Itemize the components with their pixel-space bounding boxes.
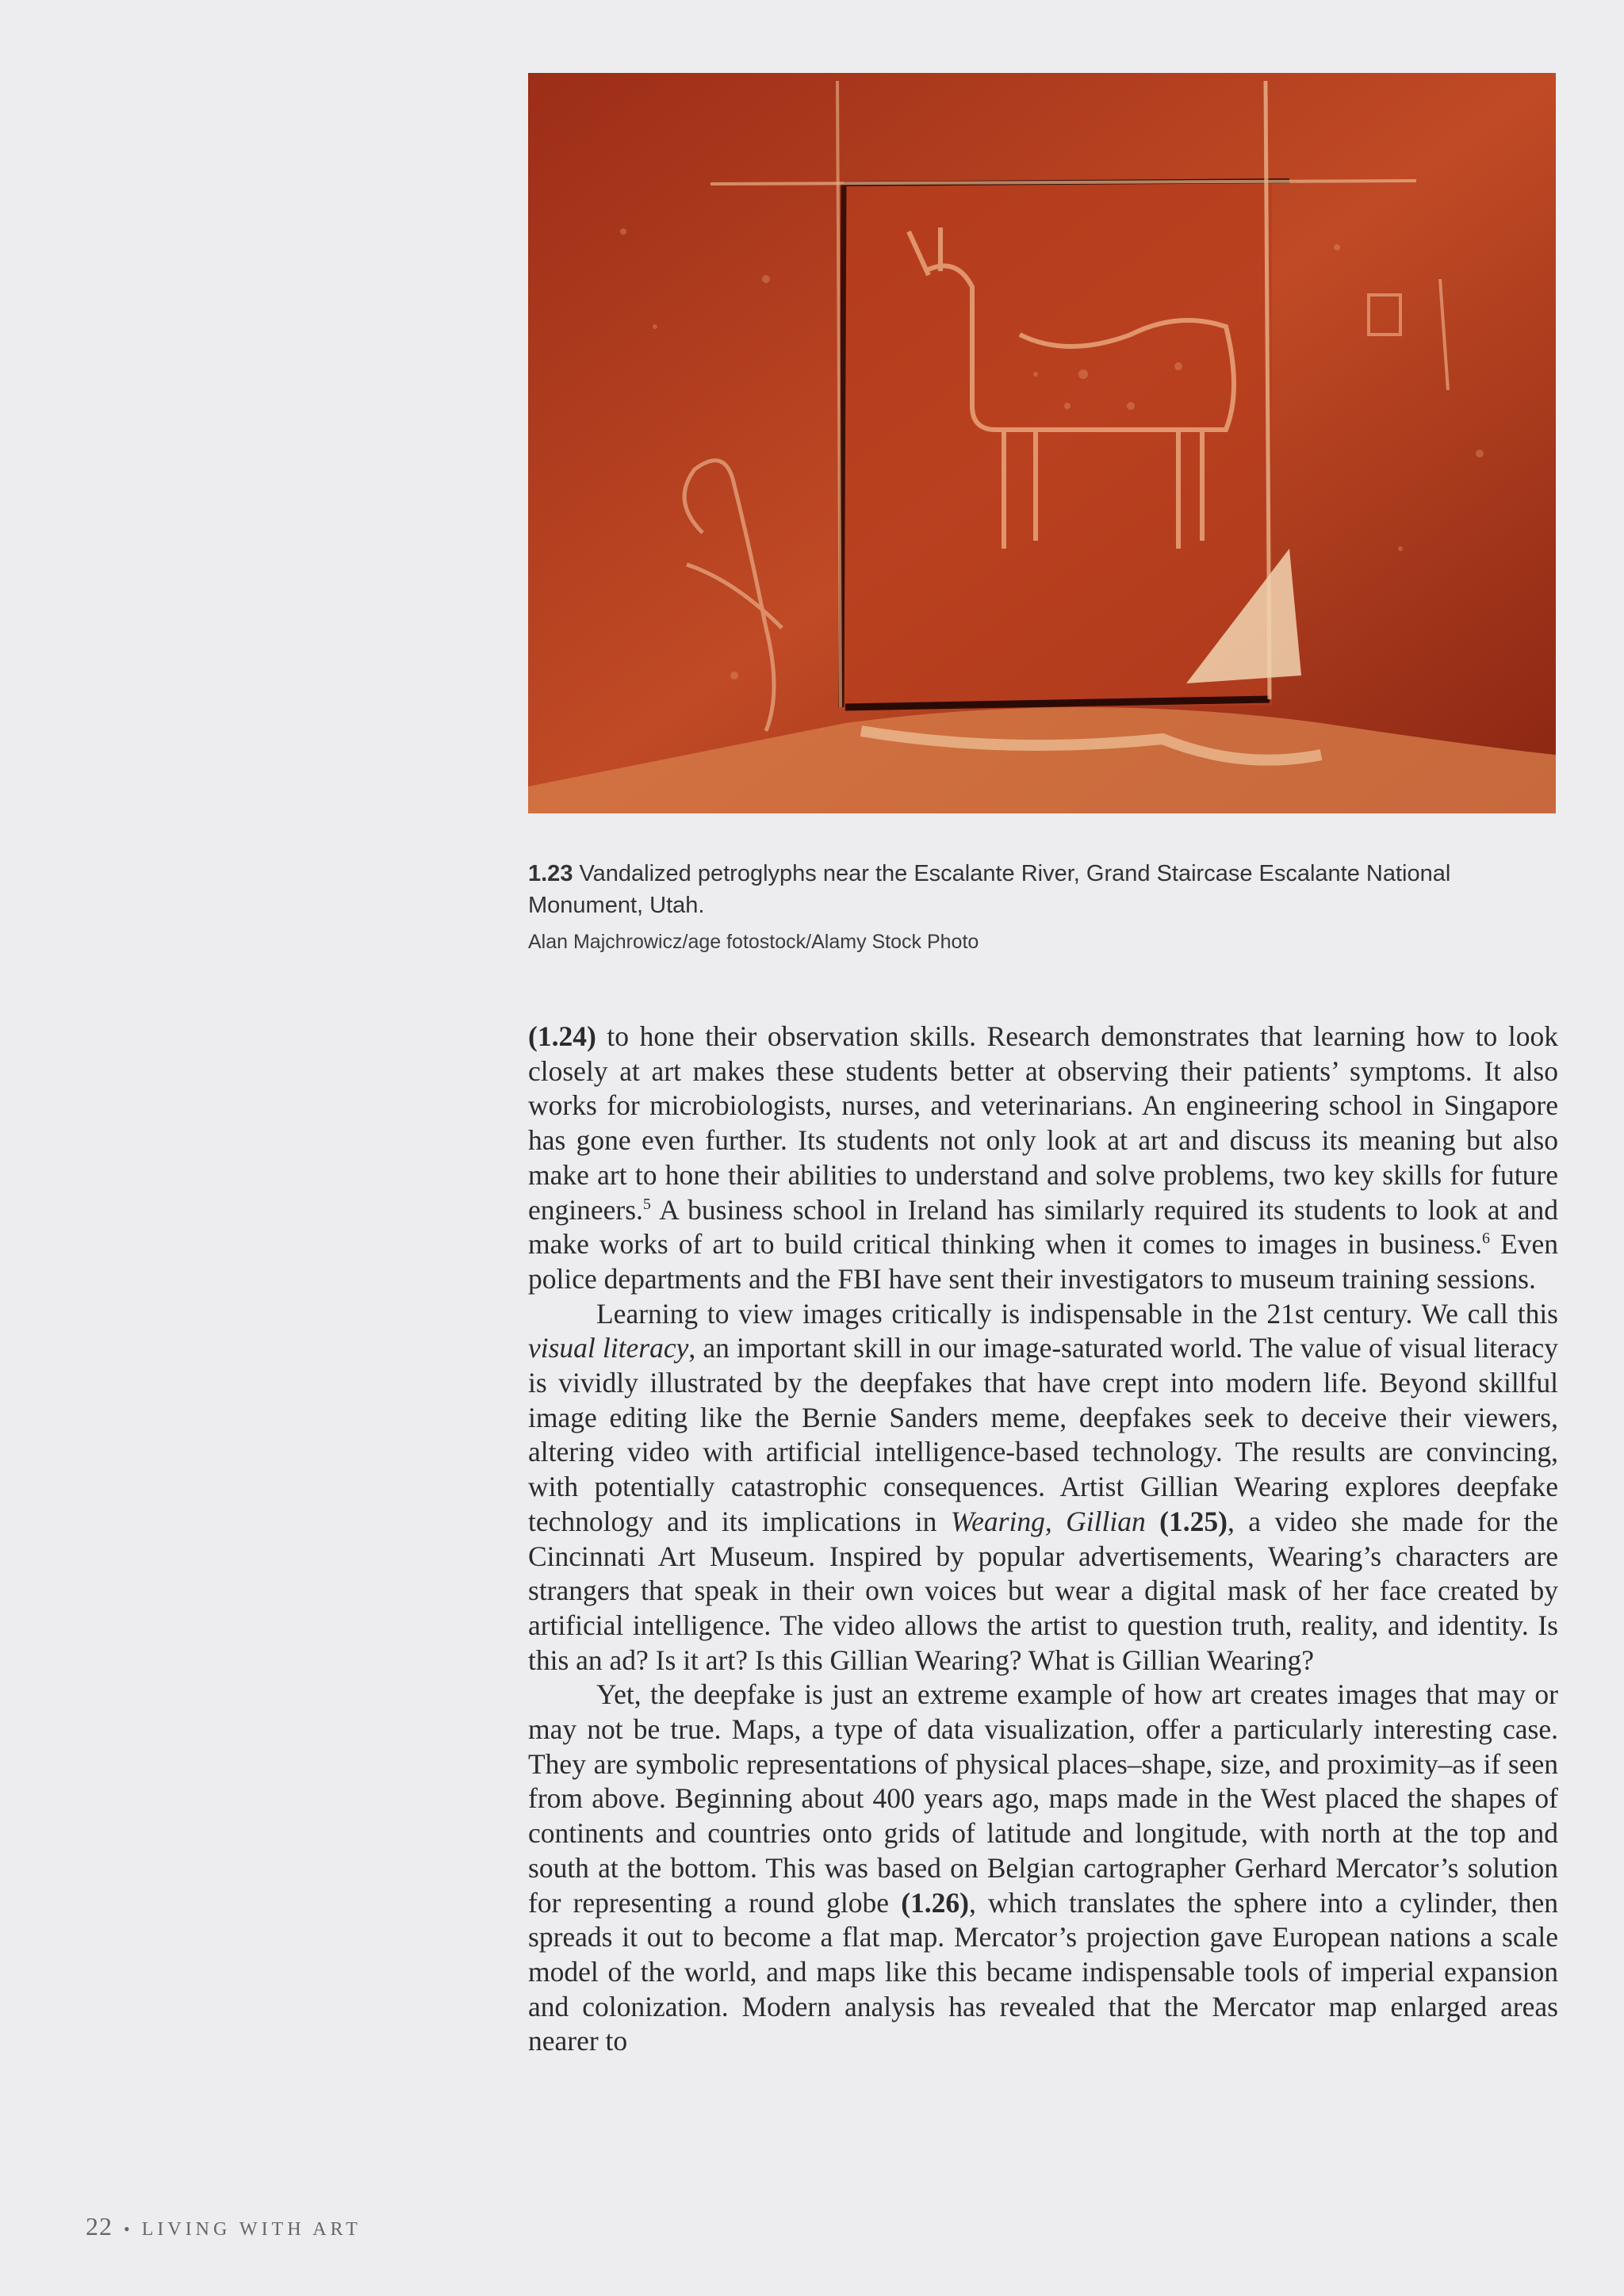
paragraph: (1.24) to hone their observation skills. Research demonstrates that learning how to look closely at art makes these students better at observing their patients’ symptoms. It also works for microbiologists, nurses, and veterinarians. An engineering school in Singapore has gone even further. Its students not only look at art and discuss its meaning but also make art to hone their abilities to understand and solve problems, two key skills for future engineers.$^5$ A business school in Ireland has similarly required its students to look at and make works of art to build critical thinking when it comes to images in business.$^6$ Even police departments and the FBI have sent their investigators to museum training sessions. — [528, 1020, 1558, 1295]
figure-reference[interactable]: (1.25) — [1159, 1505, 1228, 1537]
figure-caption — [528, 858, 1559, 956]
figure-photo — [528, 73, 1556, 813]
petroglyph-photo-image — [528, 73, 1556, 813]
paragraph: Learning to view images critically is indispensable in the 21st century. We call this visual literacy, an important skill in our image-saturated world. The value of visual literacy is vividly illustrated by the deepfakes that have crept into modern life. Beyond skillful image editing like the Bernie Sanders meme, deepfakes seek to deceive their viewers, altering video with artificial intelligence-based technology. The results are convincing, with potentially catastrophic consequences. Artist Gillian Wearing explores deepfake technology and its implications in Wearing, Gillian (1.25), a video she made for the Cincinnati Art Museum. Inspired by popular advertisements, Wearing’s characters are strangers that speak in their own voices but wear a digital mask of her face created by artificial intelligence. The video allows the artist to question truth, reality, and identity. Is this an ad? Is it art? Is this Gillian Wearing? What is Gillian Wearing? — [528, 1297, 1559, 1676]
paragraph: Yet, the deepfake is just an extreme example of how art creates images that may or may not be true. Maps, a type of data visualization, offer a particularly interesting case. They are symbolic representations of physical places–shape, size, and proximity–as if seen from above. Beginning about 400 years ago, maps made in the West placed the shapes of continents and countries onto grids of latitude and longitude, with north at the top and south at the bottom. This was based on Belgian cartographer Gerhard Mercator’s solution for representing a round globe (1.26), which translates the sphere into a cylinder, then spreads it out to become a flat map. Mercator’s projection gave European nations a scale model of the world, and maps like this became indispensable tools of imperial expansion and colonization. Modern analysis has revealed that the Mercator map enlarged areas nearer to — [528, 1678, 1558, 2057]
footnote-marker[interactable]: 5 — [642, 1195, 651, 1213]
caption-text — [528, 858, 1559, 921]
figure-reference[interactable]: (1.24) — [528, 1020, 596, 1052]
body-text — [528, 1020, 1558, 2059]
figure-reference[interactable]: (1.26) — [901, 1886, 969, 1919]
page-footer — [86, 2212, 362, 2241]
page-number: 22 — [86, 2212, 113, 2241]
footnote-marker[interactable]: 6 — [1482, 1230, 1491, 1248]
artwork-title: Wearing, Gillian — [950, 1505, 1146, 1537]
figure-number: 1.23 — [528, 861, 573, 886]
photo-credit: Alan Majchrowicz/age fotostock/Alamy Stock Photo — [528, 931, 979, 953]
footer-bullet: • — [124, 2219, 131, 2239]
emphasis: visual literacy — [528, 1332, 689, 1364]
running-head: LIVING WITH ART — [141, 2219, 362, 2240]
figure-title: Vandalized petroglyphs near the Escalante River, Grand Staircase Escalante National Monument, Utah. — [528, 861, 1451, 918]
